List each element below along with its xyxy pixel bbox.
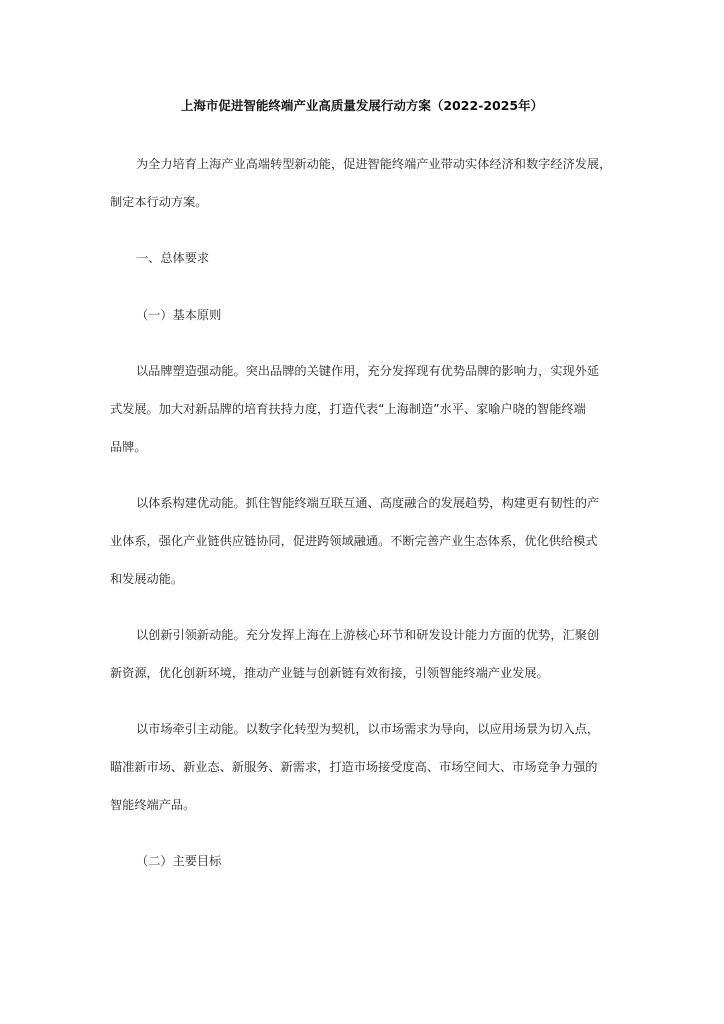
paragraph-brand-line-3: 品牌。 bbox=[110, 440, 147, 454]
paragraph-market-line-1: 以市场牵引主动能。以数字化转型为契机，以市场需求为导向，以应用场景为切入点， bbox=[136, 722, 600, 736]
paragraph-system-line-1: 以体系构建优动能。抓住智能终端互联互通、高度融合的发展趋势，构建更有韧性的产 bbox=[136, 496, 600, 510]
paragraph-innovation-line-1: 以创新引领新动能。充分发挥上海在上游核心环节和研发设计能力方面的优势，汇聚创 bbox=[136, 628, 600, 642]
document-title: 上海市促进智能终端产业高质量发展行动方案（2022-2025年） bbox=[180, 98, 544, 113]
subsection-heading-basic-principles: （一）基本原则 bbox=[136, 308, 222, 322]
paragraph-system-line-2: 业体系，强化产业链供应链协同，促进跨领域融通。不断完善产业生态体系，优化供给模式 bbox=[110, 534, 598, 548]
section-heading-general-requirements: 一、总体要求 bbox=[136, 251, 210, 265]
paragraph-market-line-2: 瞄准新市场、新业态、新服务、新需求，打造市场接受度高、市场空间大、市场竞争力强的 bbox=[110, 760, 598, 774]
subsection-heading-main-goals: （二）主要目标 bbox=[136, 854, 222, 868]
paragraph-market-line-3: 智能终端产品。 bbox=[110, 798, 196, 812]
paragraph-brand-line-2: 式发展。加大对新品牌的培育扶持力度，打造代表“上海制造”水平、家喻户晓的智能终端 bbox=[110, 402, 586, 416]
paragraph-innovation-line-2: 新资源，优化创新环境，推动产业链与创新链有效衔接，引领智能终端产业发展。 bbox=[110, 666, 549, 680]
intro-line-1: 为全力培育上海产业高端转型新动能，促进智能终端产业带动实体经济和数字经济发展， bbox=[136, 157, 612, 171]
paragraph-brand-line-1: 以品牌塑造强动能。突出品牌的关键作用，充分发挥现有优势品牌的影响力，实现外延 bbox=[136, 364, 600, 378]
intro-line-2: 制定本行动方案。 bbox=[110, 195, 208, 209]
paragraph-system-line-3: 和发展动能。 bbox=[110, 572, 184, 586]
